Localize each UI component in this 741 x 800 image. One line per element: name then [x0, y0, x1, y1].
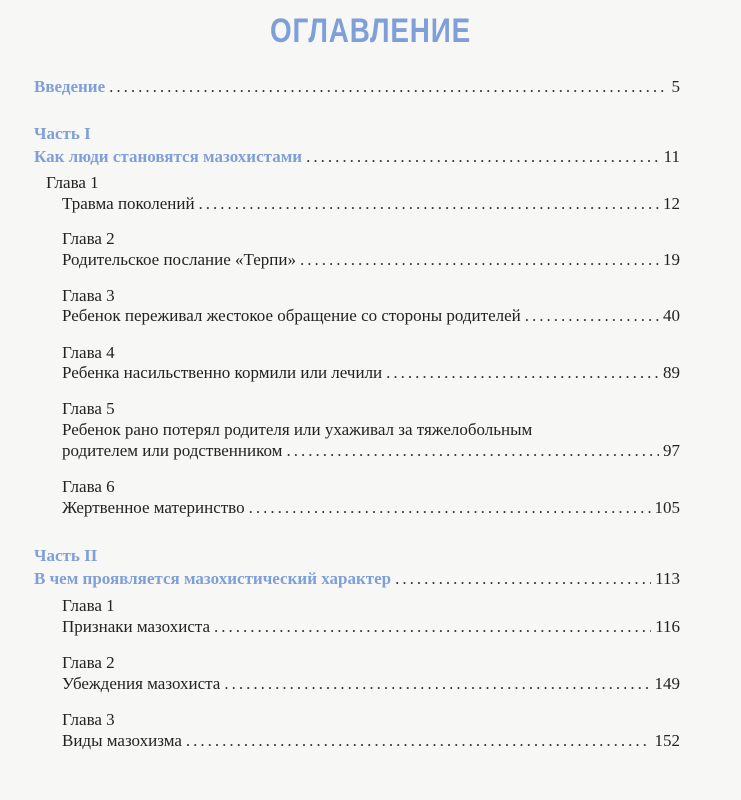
part-label: Часть II [34, 546, 98, 565]
chapter-label: Глава 3 [62, 710, 115, 729]
chapter-label: Глава 6 [62, 477, 115, 496]
page-number: 105 [654, 498, 680, 517]
page-number: 113 [655, 569, 680, 588]
toc-entry-chapter[interactable] [62, 306, 680, 326]
chapter-label: Глава 3 [62, 286, 115, 305]
toc-entry-chapter[interactable] [62, 674, 680, 694]
part-label: Часть I [34, 124, 91, 143]
entry-title: Ребенок переживал жестокое обращение со стороны родителей [62, 306, 521, 325]
chapter-label: Глава 2 [62, 229, 115, 248]
dot-leader [249, 498, 651, 518]
dot-leader [214, 617, 651, 637]
entry-title: Введение [34, 77, 106, 96]
page-number: 11 [663, 147, 680, 166]
dot-leader [300, 250, 659, 270]
page-number: 149 [654, 674, 680, 693]
dot-leader [525, 306, 659, 326]
toc-entry-chapter[interactable] [62, 441, 680, 461]
entry-title: Как люди становятся мазохистами [34, 147, 303, 166]
entry-title: В чем проявляется мазохистический характер [34, 569, 392, 588]
chapter-label: Глава 5 [62, 399, 115, 418]
entry-title: родителем или родственником [62, 441, 283, 460]
dot-leader [109, 77, 667, 97]
dot-leader [386, 363, 659, 383]
chapter-label: Глава 1 [46, 173, 99, 192]
dot-leader [395, 569, 651, 589]
toc-entry-part2[interactable] [34, 569, 680, 589]
page-number: 12 [663, 194, 680, 213]
toc-entry-part1[interactable] [34, 147, 680, 167]
dot-leader [224, 674, 650, 694]
entry-title: Родительское послание «Терпи» [62, 250, 297, 269]
page-number: 40 [663, 306, 680, 325]
chapter-label: Глава 1 [62, 596, 115, 615]
dot-leader [286, 441, 659, 461]
toc-entry-chapter[interactable] [62, 498, 680, 518]
entry-title: Жертвенное материнство [62, 498, 245, 517]
toc-entry-intro[interactable] [34, 77, 680, 97]
toc-entry-chapter[interactable] [62, 731, 680, 751]
page-number: 116 [655, 617, 680, 636]
page-number: 19 [663, 250, 680, 269]
page-number: 89 [663, 363, 680, 382]
page-number: 152 [654, 731, 680, 750]
entry-title: Признаки мазохиста [62, 617, 211, 636]
chapter-label: Глава 4 [62, 343, 115, 362]
dot-leader [306, 147, 660, 167]
entry-title-line1: Ребенок рано потерял родителя или ухаживал за тяжелобольным [62, 420, 533, 439]
toc-entry-chapter[interactable] [62, 617, 680, 637]
entry-title: Травма поколений [62, 194, 195, 213]
toc-title: ОГЛАВЛЕНИЕ [269, 12, 472, 50]
toc-entry-chapter[interactable] [62, 194, 680, 214]
dot-leader [199, 194, 659, 214]
dot-leader [186, 731, 651, 751]
page-number: 5 [671, 77, 680, 96]
entry-title: Виды мазохизма [62, 731, 182, 750]
page-number: 97 [663, 441, 680, 460]
chapter-label: Глава 2 [62, 653, 115, 672]
toc-entry-chapter[interactable] [62, 363, 680, 383]
entry-title: Ребенка насильственно кормили или лечили [62, 363, 383, 382]
toc-entry-chapter[interactable] [62, 250, 680, 270]
entry-title: Убеждения мазохиста [62, 674, 221, 693]
